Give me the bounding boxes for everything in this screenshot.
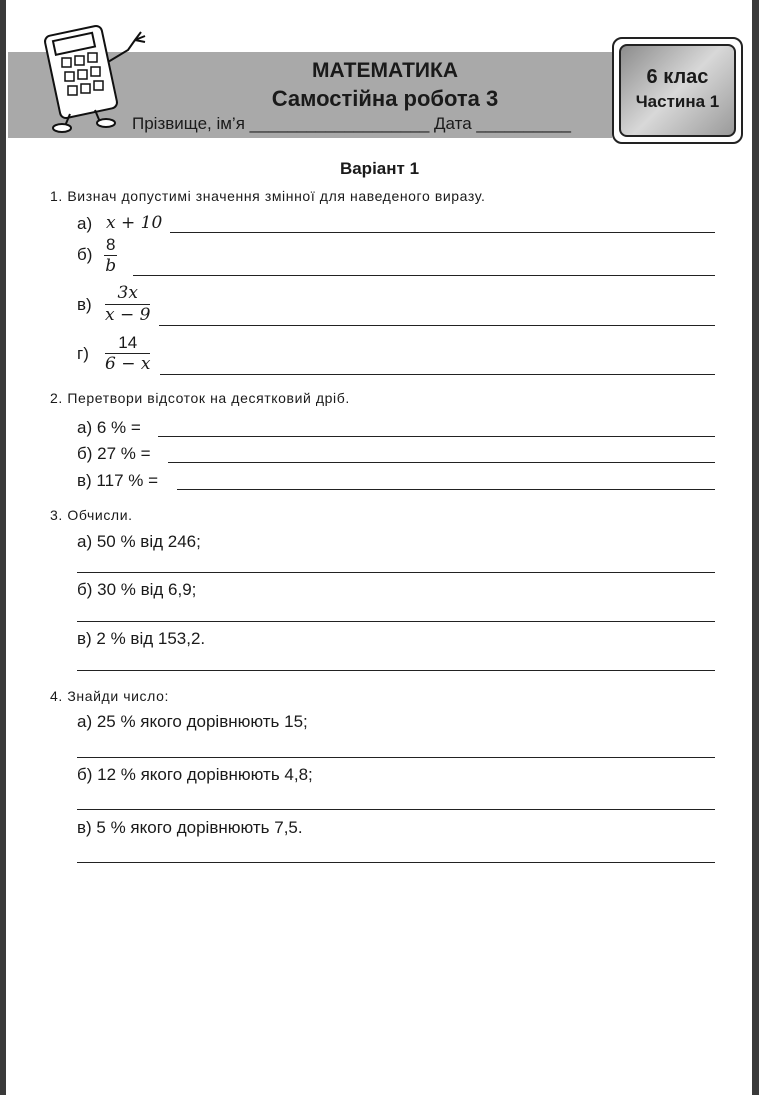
grade-box <box>612 37 743 144</box>
answer-line[interactable] <box>170 232 715 233</box>
numerator: 14 <box>105 332 150 354</box>
answer-line[interactable] <box>133 275 715 276</box>
q1-a-label: а) <box>77 214 93 233</box>
answer-line[interactable] <box>77 809 715 810</box>
q1-d-fraction <box>105 332 150 375</box>
numerator: 3x <box>105 283 150 305</box>
question-3: 3. Обчисли. <box>50 507 133 523</box>
subject-title: МАТЕМАТИКА <box>312 59 458 82</box>
q4-item: в) 5 % якого дорівнюють 7,5. <box>77 818 303 837</box>
answer-line[interactable] <box>77 757 715 758</box>
q3-item: а) 50 % від 246; <box>77 532 201 551</box>
answer-line[interactable] <box>77 621 715 622</box>
question-1: 1. Визнач допустимі значення змінної для наведеного виразу. <box>50 188 486 204</box>
q1-b-fraction <box>104 234 117 277</box>
answer-line[interactable] <box>77 862 715 863</box>
date-field[interactable]: __________ <box>476 114 571 133</box>
q3-item: в) 2 % від 153,2. <box>77 629 206 648</box>
work-title: Самостійна робота 3 <box>271 86 499 111</box>
name-field[interactable]: ___________________ <box>249 114 430 133</box>
date-label: Дата <box>434 114 472 133</box>
denominator: 6 − x <box>105 354 151 374</box>
answer-line[interactable] <box>160 374 715 375</box>
question-4: 4. Знайди число: <box>50 688 169 704</box>
q1-c-fraction <box>105 283 150 326</box>
q1-c-label: в) <box>77 295 92 314</box>
numerator: 8 <box>106 235 116 254</box>
q2-item: в) 117 % = <box>77 471 159 490</box>
q2-item: б) 27 % = <box>77 444 151 463</box>
name-date-line <box>132 114 571 134</box>
q4-item: б) 12 % якого дорівнюють 4,8; <box>77 765 313 784</box>
part-label: Частина 1 <box>635 92 720 111</box>
q1-b-label: б) <box>77 245 93 264</box>
answer-line[interactable] <box>168 462 715 463</box>
q1-d-label: г) <box>77 344 89 363</box>
name-label: Прізвище, ім’я <box>132 114 245 133</box>
answer-line[interactable] <box>177 489 715 490</box>
q2-item: а) 6 % = <box>77 418 141 437</box>
grade-label: 6 клас <box>646 66 709 88</box>
q1-a-expr: x + 10 <box>106 213 163 233</box>
answer-line[interactable] <box>158 436 715 437</box>
answer-line[interactable] <box>77 572 715 573</box>
question-2: 2. Перетвори відсоток на десятковий дріб. <box>50 390 350 406</box>
q4-item: а) 25 % якого дорівнюють 15; <box>77 712 308 731</box>
answer-line[interactable] <box>159 325 715 326</box>
answer-line[interactable] <box>77 670 715 671</box>
q3-item: б) 30 % від 6,9; <box>77 580 197 599</box>
variant-title: Варіант 1 <box>339 159 420 178</box>
denominator: x − 9 <box>105 305 151 325</box>
denominator: b <box>105 256 117 276</box>
